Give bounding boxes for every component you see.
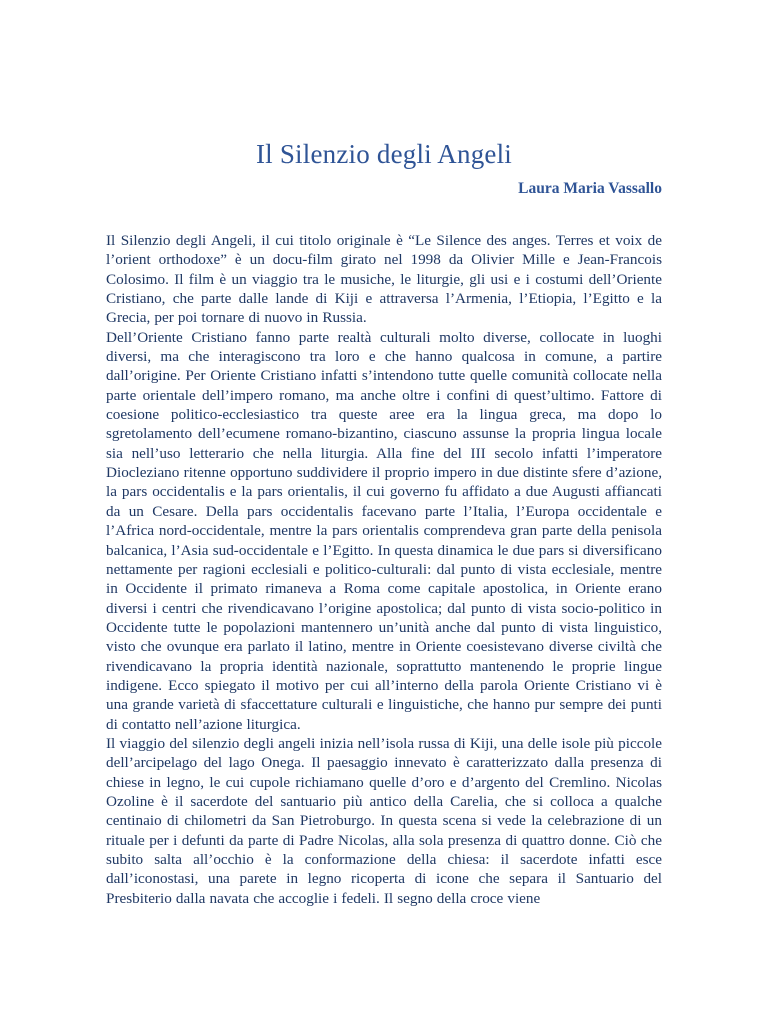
document-body (106, 231, 662, 908)
paragraph-oriente-cristiano: Dell’Oriente Cristiano fanno parte realtà culturali molto diverse, collocate in luoghi diversi, ma che interagiscono tra loro e che hanno qualcosa in comune, a partire dall’origine. Per Oriente Cristiano infatti s’intendono tutte quelle comunità collocate nella parte orientale dell’impero romano, ma anche oltre i confini di quest’ultimo. Fattore di coesione politico-ecclesiastico tra queste aree era la lingua greca, ma dopo lo sgretolamento dell’ecumene romano-bizantino, ciascuno assunse la propria lingua locale sia nell’uso letterario che nella liturgia. Alla fine del III secolo infatti l’imperatore Diocleziano ritenne opportuno suddividere il proprio impero in due distinte sfere d’azione, la pars occidentalis e la pars orientalis, il cui governo fu affidato a due Augusti affiancati da un Cesare. Della pars occidentalis facevano parte l’Italia, l’Europa occidentale e l’Africa nord-occidentale, mentre la pars orientalis comprendeva gran parte della penisola balcanica, l’Asia sud-occidentale e l’Egitto. In questa dinamica le due pars si diversificano nettamente per ragioni ecclesiali e politico-culturali: dal punto di vista ecclesiale, mentre in Occidente il primato rimaneva a Roma come capitale apostolica, in Oriente erano diversi i centri che rivendicavano l’origine apostolica; dal punto di vista socio-politico in Occidente tutte le popolazioni mantennero un’unità anche dal punto di vista linguistico, visto che ovunque era parlato il latino, mentre in Oriente coesistevano diverse civiltà che rivendicavano la propria identità nazionale, soprattutto mantenendo le proprie lingue indigene. Ecco spiegato il motivo per cui all’interno della parola Oriente Cristiano vi è una grande varietà di sfaccettature culturali e linguistiche, che hanno pur sempre dei punti di contatto nell’azione liturgica. (106, 328, 662, 733)
paragraph-intro: Il Silenzio degli Angeli, il cui titolo originale è “Le Silence des anges. Terres et voix de l’orient orthodoxe” è un docu-film girato nel 1998 da Olivier Mille e Jean-Francois Colosimo. Il film è un viaggio tra le musiche, le liturgie, gli usi e i costumi dell’Oriente Cristiano, che parte dalle lande di Kiji e attraversa l’Armenia, l’Etiopia, l’Egitto e la Grecia, per poi tornare di nuovo in Russia. (106, 232, 662, 327)
document-content (106, 0, 662, 908)
document-title: Il Silenzio degli Angeli (255, 139, 512, 169)
paragraph-kiji: Il viaggio del silenzio degli angeli inizia nell’isola russa di Kiji, una delle isole più piccole dell’arcipelago del lago Onega. Il paesaggio innevato è caratterizzato dalla presenza di chiese in legno, le cui cupole richiamano quelle d’oro e d’argento del Cremlino. Nicolas Ozoline è il sacerdote del santuario più antico della Carelia, che si colloca a qualche centinaio di chilometri da San Pietroburgo. In questa scena si vede la celebrazione di un rituale per i defunti da parte di Padre Nicolas, alla sola presenza di quattro donne. Ciò che subito salta all’occhio è la conformazione della chiesa: il sacerdote infatti esce dall’iconostasi, una parete in legno ricoperta di icone che separa il Santuario del Presbiterio dalla navata che accoglie i fedeli. Il segno della croce viene (106, 734, 662, 907)
document-author: Laura Maria Vassallo (518, 180, 662, 197)
